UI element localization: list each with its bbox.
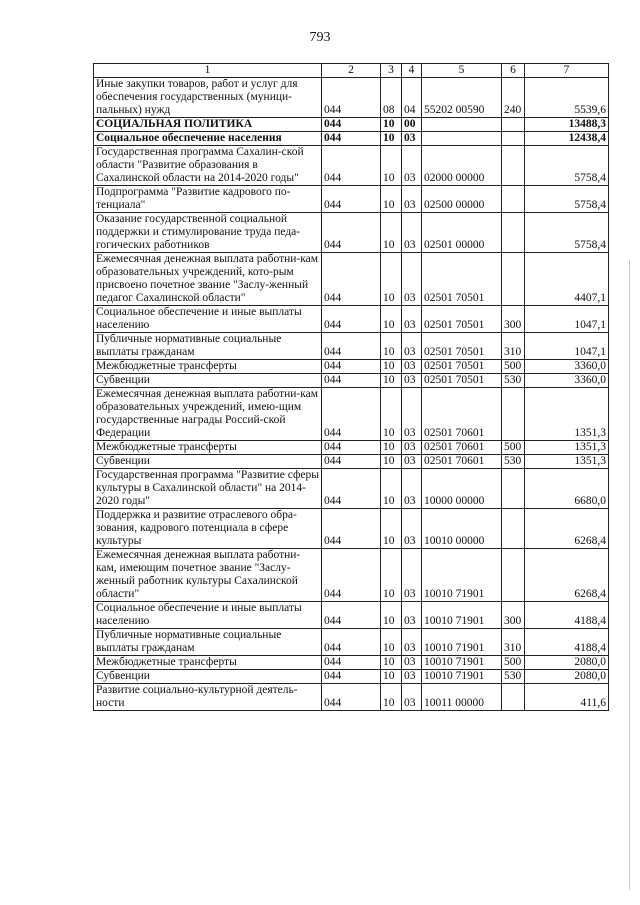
table-row xyxy=(94,118,609,132)
row-amount-cell: 6268,4 xyxy=(525,549,609,602)
row-subsection-cell: 03 xyxy=(402,213,422,253)
row-subsection-cell: 03 xyxy=(402,656,422,670)
row-amount-cell: 411,6 xyxy=(525,684,609,711)
column-header-target-article: 5 xyxy=(422,64,502,78)
row-name-cell: Субвенции xyxy=(94,455,322,469)
row-ministry-cell: 044 xyxy=(322,388,381,441)
table-row xyxy=(94,602,609,629)
table-row xyxy=(94,360,609,374)
row-ministry-cell: 044 xyxy=(322,469,381,509)
row-ministry-cell: 044 xyxy=(322,684,381,711)
row-subsection-cell: 03 xyxy=(402,306,422,333)
row-name-cell: Публичные нормативные социальные выплаты гражданам xyxy=(94,629,322,656)
row-section-cell: 10 xyxy=(381,509,402,549)
row-name-cell: Оказание государственной социальной поддержки и стимулирование труда педа-гогических работников xyxy=(94,213,322,253)
row-amount-cell: 5539,6 xyxy=(525,78,609,118)
table-row xyxy=(94,509,609,549)
row-name-cell: Социальное обеспечение и иные выплаты населению xyxy=(94,306,322,333)
row-ministry-cell: 044 xyxy=(322,132,381,146)
row-subsection-cell: 03 xyxy=(402,186,422,213)
row-expense-type-cell xyxy=(502,186,525,213)
table-row xyxy=(94,656,609,670)
row-section-cell: 10 xyxy=(381,469,402,509)
row-expense-type-cell: 530 xyxy=(502,670,525,684)
column-header-subsection: 4 xyxy=(402,64,422,78)
row-name-cell: Социальное обеспечение населения xyxy=(94,132,322,146)
row-subsection-cell: 04 xyxy=(402,78,422,118)
row-expense-type-cell: 310 xyxy=(502,333,525,360)
row-subsection-cell: 03 xyxy=(402,670,422,684)
row-ministry-cell: 044 xyxy=(322,213,381,253)
row-expense-type-cell xyxy=(502,213,525,253)
row-name-cell: Государственная программа "Развитие сферы культуры в Сахалинской области" на 2014-2020 годы" xyxy=(94,469,322,509)
row-target-article-cell: 02501 70501 xyxy=(422,253,502,306)
header-row xyxy=(94,64,609,78)
row-section-cell: 10 xyxy=(381,333,402,360)
row-section-cell: 10 xyxy=(381,360,402,374)
row-amount-cell: 13488,3 xyxy=(525,118,609,132)
table-row xyxy=(94,306,609,333)
row-subsection-cell: 03 xyxy=(402,455,422,469)
table-row xyxy=(94,469,609,509)
table-row xyxy=(94,684,609,711)
table-row xyxy=(94,186,609,213)
row-amount-cell: 1047,1 xyxy=(525,333,609,360)
row-subsection-cell: 03 xyxy=(402,374,422,388)
table-row xyxy=(94,629,609,656)
row-expense-type-cell xyxy=(502,132,525,146)
row-subsection-cell: 03 xyxy=(402,602,422,629)
page-number: 793 xyxy=(309,30,331,45)
table-row xyxy=(94,441,609,455)
table-row xyxy=(94,132,609,146)
row-section-cell: 10 xyxy=(381,455,402,469)
row-ministry-cell: 044 xyxy=(322,333,381,360)
row-section-cell: 10 xyxy=(381,186,402,213)
row-target-article-cell: 10010 71901 xyxy=(422,629,502,656)
table-row xyxy=(94,146,609,186)
row-amount-cell: 4188,4 xyxy=(525,602,609,629)
row-ministry-cell: 044 xyxy=(322,253,381,306)
row-section-cell: 10 xyxy=(381,388,402,441)
row-amount-cell: 6680,0 xyxy=(525,469,609,509)
row-section-cell: 10 xyxy=(381,684,402,711)
row-expense-type-cell xyxy=(502,684,525,711)
scan-edge-line xyxy=(629,260,630,890)
row-name-cell: СОЦИАЛЬНАЯ ПОЛИТИКА xyxy=(94,118,322,132)
row-target-article-cell xyxy=(422,132,502,146)
row-expense-type-cell xyxy=(502,118,525,132)
row-subsection-cell: 03 xyxy=(402,333,422,360)
row-section-cell: 10 xyxy=(381,670,402,684)
row-amount-cell: 5758,4 xyxy=(525,186,609,213)
row-name-cell: Социальное обеспечение и иные выплаты населению xyxy=(94,602,322,629)
row-amount-cell: 5758,4 xyxy=(525,146,609,186)
row-target-article-cell: 02501 70601 xyxy=(422,455,502,469)
row-section-cell: 10 xyxy=(381,602,402,629)
row-amount-cell: 2080,0 xyxy=(525,670,609,684)
budget-table xyxy=(93,63,609,711)
row-target-article-cell: 02501 70501 xyxy=(422,333,502,360)
row-subsection-cell: 03 xyxy=(402,684,422,711)
table-row xyxy=(94,549,609,602)
row-name-cell: Межбюджетные трансферты xyxy=(94,441,322,455)
row-expense-type-cell: 500 xyxy=(502,441,525,455)
row-expense-type-cell xyxy=(502,549,525,602)
row-ministry-cell: 044 xyxy=(322,549,381,602)
table-row xyxy=(94,388,609,441)
row-expense-type-cell: 240 xyxy=(502,78,525,118)
row-target-article-cell: 10010 71901 xyxy=(422,656,502,670)
row-ministry-cell: 044 xyxy=(322,118,381,132)
row-section-cell: 10 xyxy=(381,656,402,670)
column-header-section: 3 xyxy=(381,64,402,78)
row-ministry-cell: 044 xyxy=(322,656,381,670)
row-ministry-cell: 044 xyxy=(322,670,381,684)
row-section-cell: 10 xyxy=(381,374,402,388)
row-amount-cell: 5758,4 xyxy=(525,213,609,253)
row-target-article-cell: 02501 70501 xyxy=(422,374,502,388)
row-ministry-cell: 044 xyxy=(322,146,381,186)
row-subsection-cell: 03 xyxy=(402,360,422,374)
row-target-article-cell: 10000 00000 xyxy=(422,469,502,509)
row-target-article-cell: 10010 71901 xyxy=(422,670,502,684)
row-subsection-cell: 03 xyxy=(402,146,422,186)
column-header-name: 1 xyxy=(94,64,322,78)
row-ministry-cell: 044 xyxy=(322,186,381,213)
row-name-cell: Субвенции xyxy=(94,374,322,388)
row-amount-cell: 4407,1 xyxy=(525,253,609,306)
row-amount-cell: 4188,4 xyxy=(525,629,609,656)
row-ministry-cell: 044 xyxy=(322,455,381,469)
row-ministry-cell: 044 xyxy=(322,360,381,374)
row-name-cell: Межбюджетные трансферты xyxy=(94,360,322,374)
row-name-cell: Государственная программа Сахалин-ской области "Развитие образования в Сахалинской области на 2014-2020 годы" xyxy=(94,146,322,186)
row-subsection-cell: 00 xyxy=(402,118,422,132)
row-target-article-cell: 55202 00590 xyxy=(422,78,502,118)
column-header-amount: 7 xyxy=(525,64,609,78)
row-ministry-cell: 044 xyxy=(322,629,381,656)
row-section-cell: 10 xyxy=(381,118,402,132)
row-name-cell: Подпрограмма "Развитие кадрового по-тенциала" xyxy=(94,186,322,213)
row-subsection-cell: 03 xyxy=(402,469,422,509)
row-target-article-cell: 02501 70501 xyxy=(422,306,502,333)
row-expense-type-cell: 300 xyxy=(502,602,525,629)
row-target-article-cell: 02501 70501 xyxy=(422,360,502,374)
row-expense-type-cell xyxy=(502,253,525,306)
row-expense-type-cell: 530 xyxy=(502,455,525,469)
table-row xyxy=(94,333,609,360)
row-amount-cell: 12438,4 xyxy=(525,132,609,146)
row-target-article-cell: 02501 70601 xyxy=(422,441,502,455)
table-row xyxy=(94,374,609,388)
row-expense-type-cell xyxy=(502,388,525,441)
row-ministry-cell: 044 xyxy=(322,306,381,333)
row-name-cell: Межбюджетные трансферты xyxy=(94,656,322,670)
row-name-cell: Ежемесячная денежная выплата работни-кам образовательных учреждений, имею-щим государственные награды Россий-ской Федерации xyxy=(94,388,322,441)
row-name-cell: Ежемесячная денежная выплата работни-кам, имеющим почетное звание "Заслу-женный работник культуры Сахалинской области" xyxy=(94,549,322,602)
column-header-expense-type: 6 xyxy=(502,64,525,78)
row-subsection-cell: 03 xyxy=(402,388,422,441)
table-row xyxy=(94,670,609,684)
row-amount-cell: 1047,1 xyxy=(525,306,609,333)
row-section-cell: 10 xyxy=(381,253,402,306)
row-section-cell: 10 xyxy=(381,146,402,186)
row-ministry-cell: 044 xyxy=(322,78,381,118)
row-section-cell: 10 xyxy=(381,213,402,253)
row-amount-cell: 3360,0 xyxy=(525,360,609,374)
row-name-cell: Субвенции xyxy=(94,670,322,684)
row-name-cell: Поддержка и развитие отраслевого обра-зования, кадрового потенциала в сфере культуры xyxy=(94,509,322,549)
table-row xyxy=(94,455,609,469)
row-section-cell: 10 xyxy=(381,441,402,455)
row-target-article-cell xyxy=(422,118,502,132)
column-header-ministry: 2 xyxy=(322,64,381,78)
row-expense-type-cell xyxy=(502,509,525,549)
row-ministry-cell: 044 xyxy=(322,509,381,549)
row-amount-cell: 1351,3 xyxy=(525,388,609,441)
row-name-cell: Ежемесячная денежная выплата работни-кам образовательных учреждений, кото-рым присвоено почетное звание "Заслу-женный педагог Сахалинской области" xyxy=(94,253,322,306)
row-target-article-cell: 02501 00000 xyxy=(422,213,502,253)
table-row xyxy=(94,213,609,253)
row-target-article-cell: 10011 00000 xyxy=(422,684,502,711)
row-expense-type-cell xyxy=(502,146,525,186)
row-target-article-cell: 10010 71901 xyxy=(422,602,502,629)
row-name-cell: Публичные нормативные социальные выплаты гражданам xyxy=(94,333,322,360)
row-target-article-cell: 10010 00000 xyxy=(422,509,502,549)
table-row xyxy=(94,78,609,118)
row-section-cell: 10 xyxy=(381,629,402,656)
row-ministry-cell: 044 xyxy=(322,602,381,629)
row-section-cell: 10 xyxy=(381,549,402,602)
row-target-article-cell: 02000 00000 xyxy=(422,146,502,186)
row-expense-type-cell: 300 xyxy=(502,306,525,333)
row-section-cell: 08 xyxy=(381,78,402,118)
row-target-article-cell: 02500 00000 xyxy=(422,186,502,213)
row-expense-type-cell: 500 xyxy=(502,656,525,670)
row-amount-cell: 2080,0 xyxy=(525,656,609,670)
row-expense-type-cell: 500 xyxy=(502,360,525,374)
row-subsection-cell: 03 xyxy=(402,132,422,146)
row-section-cell: 10 xyxy=(381,306,402,333)
row-target-article-cell: 10010 71901 xyxy=(422,549,502,602)
row-amount-cell: 3360,0 xyxy=(525,374,609,388)
row-expense-type-cell xyxy=(502,469,525,509)
row-ministry-cell: 044 xyxy=(322,374,381,388)
row-name-cell: Иные закупки товаров, работ и услуг для обеспечения государственных (муници-пальных) нужд xyxy=(94,78,322,118)
row-subsection-cell: 03 xyxy=(402,253,422,306)
table-row xyxy=(94,253,609,306)
row-expense-type-cell: 310 xyxy=(502,629,525,656)
row-amount-cell: 1351,3 xyxy=(525,455,609,469)
row-subsection-cell: 03 xyxy=(402,509,422,549)
row-subsection-cell: 03 xyxy=(402,629,422,656)
row-target-article-cell: 02501 70601 xyxy=(422,388,502,441)
row-amount-cell: 1351,3 xyxy=(525,441,609,455)
row-subsection-cell: 03 xyxy=(402,441,422,455)
row-name-cell: Развитие социально-культурной деятель-ности xyxy=(94,684,322,711)
row-expense-type-cell: 530 xyxy=(502,374,525,388)
row-section-cell: 10 xyxy=(381,132,402,146)
row-amount-cell: 6268,4 xyxy=(525,509,609,549)
row-ministry-cell: 044 xyxy=(322,441,381,455)
row-subsection-cell: 03 xyxy=(402,549,422,602)
